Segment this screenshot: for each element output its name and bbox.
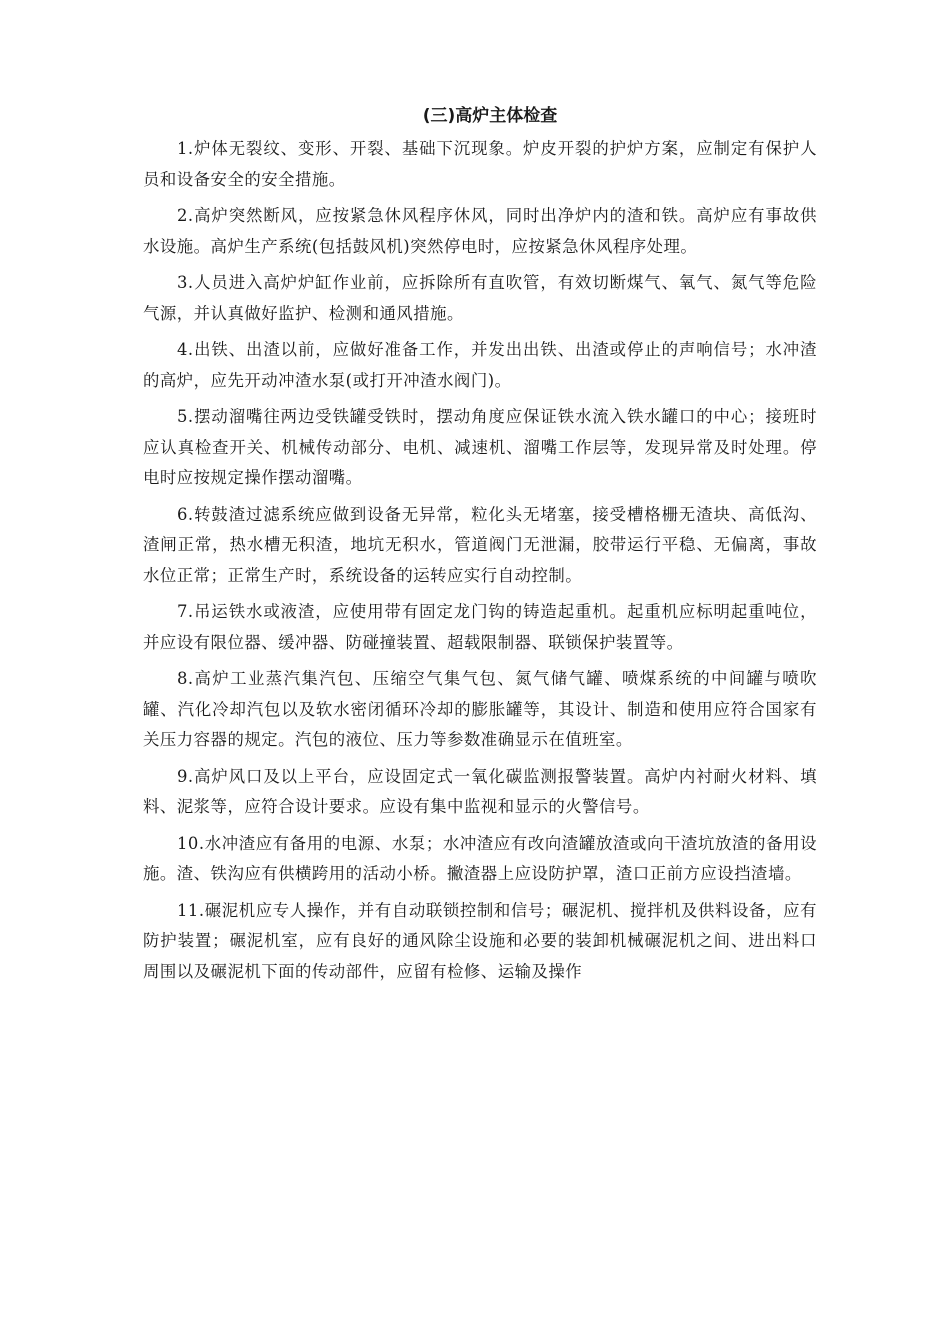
inspection-item-5: 5.摆动溜嘴往两边受铁罐受铁时，摆动角度应保证铁水流入铁水罐口的中心；接班时应认真检查开关、机械传动部分、电机、减速机、溜嘴工作层等，发现异常及时处理。停电时应按规定操作摆动溜嘴。 xyxy=(143,407,817,487)
inspection-item-2: 2.高炉突然断风，应按紧急休风程序休风，同时出净炉内的渣和铁。高炉应有事故供水设施。高炉生产系统(包括鼓风机)突然停电时，应按紧急休风程序处理。 xyxy=(143,206,817,256)
inspection-item-7: 7.吊运铁水或液渣，应使用带有固定龙门钩的铸造起重机。起重机应标明起重吨位，并应设有限位器、缓冲器、防碰撞装置、超载限制器、联锁保护装置等。 xyxy=(143,602,817,652)
inspection-item-9: 9.高炉风口及以上平台，应设固定式一氧化碳监测报警装置。高炉内衬耐火材料、填料、泥浆等，应符合设计要求。应设有集中监视和显示的火警信号。 xyxy=(143,766,817,816)
inspection-item-1: 1.炉体无裂纹、变形、开裂、基础下沉现象。炉皮开裂的护炉方案，应制定有保护人员和设备安全的安全措施。 xyxy=(143,139,817,189)
inspection-item-8: 8.高炉工业蒸汽集汽包、压缩空气集气包、氮气储气罐、喷煤系统的中间罐与喷吹罐、汽化冷却汽包以及软水密闭循环冷却的膨胀罐等，其设计、制造和使用应符合国家有关压力容器的规定。汽包的液位、压力等参数准确显示在值班室。 xyxy=(143,669,817,749)
section-title: (三)高炉主体检查 xyxy=(422,106,558,126)
inspection-items-list xyxy=(143,134,817,987)
inspection-item-10: 10.水冲渣应有备用的电源、水泵；水冲渣应有改向渣罐放渣或向干渣坑放渣的备用设施。渣、铁沟应有供横跨用的活动小桥。撇渣器上应设防护罩，渣口正前方应设挡渣墙。 xyxy=(143,833,817,883)
inspection-item-6: 6.转鼓渣过滤系统应做到设备无异常，粒化头无堵塞，接受槽格栅无渣块、高低沟、渣闸正常，热水槽无积渣，地坑无积水，管道阀门无泄漏，胶带运行平稳、无偏离，事故水位正常；正常生产时，系统设备的运转应实行自动控制。 xyxy=(143,504,817,585)
inspection-item-11: 11.碾泥机应专人操作，并有自动联锁控制和信号；碾泥机、搅拌机及供料设备，应有防护装置；碾泥机室，应有良好的通风除尘设施和必要的装卸机械碾泥机之间、进出料口周围以及碾泥机下面的传动部件，应留有检修、运输及操作 xyxy=(143,900,817,981)
inspection-item-3: 3.人员进入高炉炉缸作业前，应拆除所有直吹管，有效切断煤气、氧气、氮气等危险气源，并认真做好监护、检测和通风措施。 xyxy=(143,273,817,323)
document-page xyxy=(143,104,817,993)
inspection-item-4: 4.出铁、出渣以前，应做好准备工作，并发出出铁、出渣或停止的声响信号；水冲渣的高炉，应先开动冲渣水泵(或打开冲渣水阀门)。 xyxy=(143,340,817,390)
